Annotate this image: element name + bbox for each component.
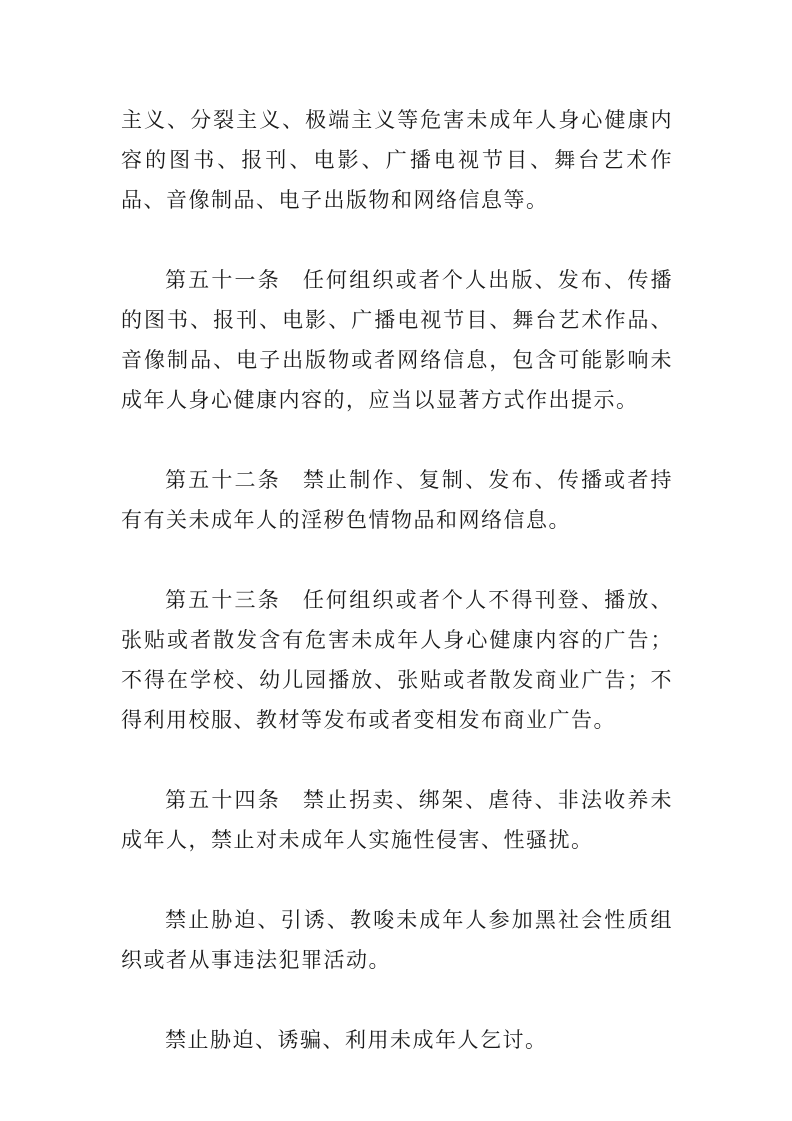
paragraph-text: 主义、分裂主义、极端主义等危害未成年人身心健康内容的图书、报刊、电影、广播电视节目、舞台艺术作品、音像制品、电子出版物和网络信息等。 bbox=[121, 108, 673, 212]
article-number: 第五十二条 bbox=[165, 468, 281, 492]
paragraph-text: 禁止胁迫、诱骗、利用未成年人乞讨。 bbox=[165, 1028, 548, 1052]
article-text: 禁止拐卖、绑架、虐待、非法收养未成年人，禁止对未成年人实施性侵害、性骚扰。 bbox=[121, 788, 673, 852]
document-body bbox=[121, 100, 673, 1100]
article-number: 第五十一条 bbox=[165, 268, 281, 292]
article-text: 任何组织或者个人不得刊登、播放、张贴或者散发含有危害未成年人身心健康内容的广告；不得在学校、幼儿园播放、张贴或者散发商业广告；不得利用校服、教材等发布或者变相发布商业广告。 bbox=[121, 588, 673, 732]
paragraph-continuation bbox=[121, 100, 673, 220]
paragraph-text: 禁止胁迫、引诱、教唆未成年人参加黑社会性质组织或者从事违法犯罪活动。 bbox=[121, 908, 673, 972]
article-53 bbox=[121, 580, 673, 740]
article-51 bbox=[121, 260, 673, 420]
article-54-clause-3 bbox=[121, 1020, 673, 1060]
article-number: 第五十三条 bbox=[165, 588, 281, 612]
article-text: 任何组织或者个人出版、发布、传播的图书、报刊、电影、广播电视节目、舞台艺术作品、音像制品、电子出版物或者网络信息，包含可能影响未成年人身心健康内容的，应当以显著方式作出提示。 bbox=[121, 268, 673, 412]
article-54 bbox=[121, 780, 673, 860]
article-52 bbox=[121, 460, 673, 540]
article-text: 禁止制作、复制、发布、传播或者持有有关未成年人的淫秽色情物品和网络信息。 bbox=[121, 468, 673, 532]
article-number: 第五十四条 bbox=[165, 788, 281, 812]
article-54-clause-2 bbox=[121, 900, 673, 980]
